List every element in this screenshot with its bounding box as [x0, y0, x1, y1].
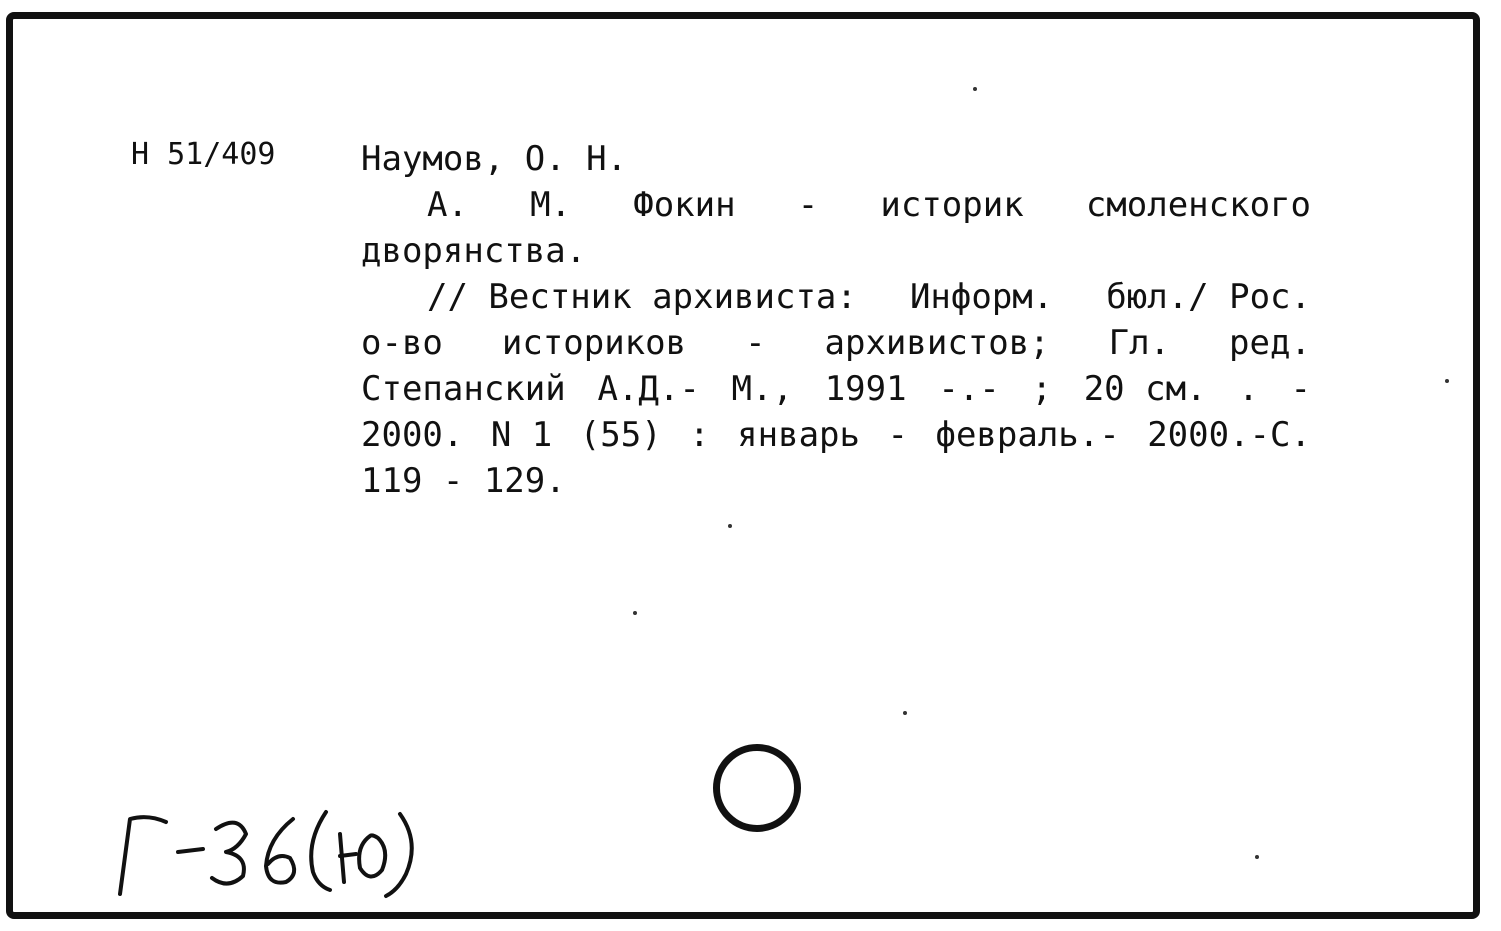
source-line-3: Степанский А.Д.- М., 1991 -.- ; 20 см. . - [361, 369, 1311, 409]
source-line-4: 2000. N 1 (55) : январь - февраль.- 2000.-С. [361, 415, 1311, 455]
speck [633, 611, 637, 615]
handwritten-shelfmark [108, 794, 438, 904]
source-line-1: // Вестник архивиста: Информ. бюл./ Рос. [427, 277, 1311, 317]
speck [728, 524, 732, 528]
source-line-5: 119 - 129. [361, 461, 566, 501]
catalog-card [6, 12, 1480, 919]
title-line-1: А. М. Фокин - историк смоленского [427, 185, 1311, 225]
speck [1445, 379, 1449, 383]
speck [973, 87, 977, 91]
call-number: Н 51/409 [131, 137, 276, 172]
bibliographic-record [361, 133, 1311, 507]
speck [1255, 855, 1259, 859]
punch-hole [713, 744, 801, 832]
source-line-2: о-во историков - архивистов; Гл. ред. [361, 323, 1311, 363]
title-line-2: дворянства. [361, 231, 587, 271]
speck [903, 711, 907, 715]
author-line: Наумов, О. Н. [361, 139, 628, 179]
